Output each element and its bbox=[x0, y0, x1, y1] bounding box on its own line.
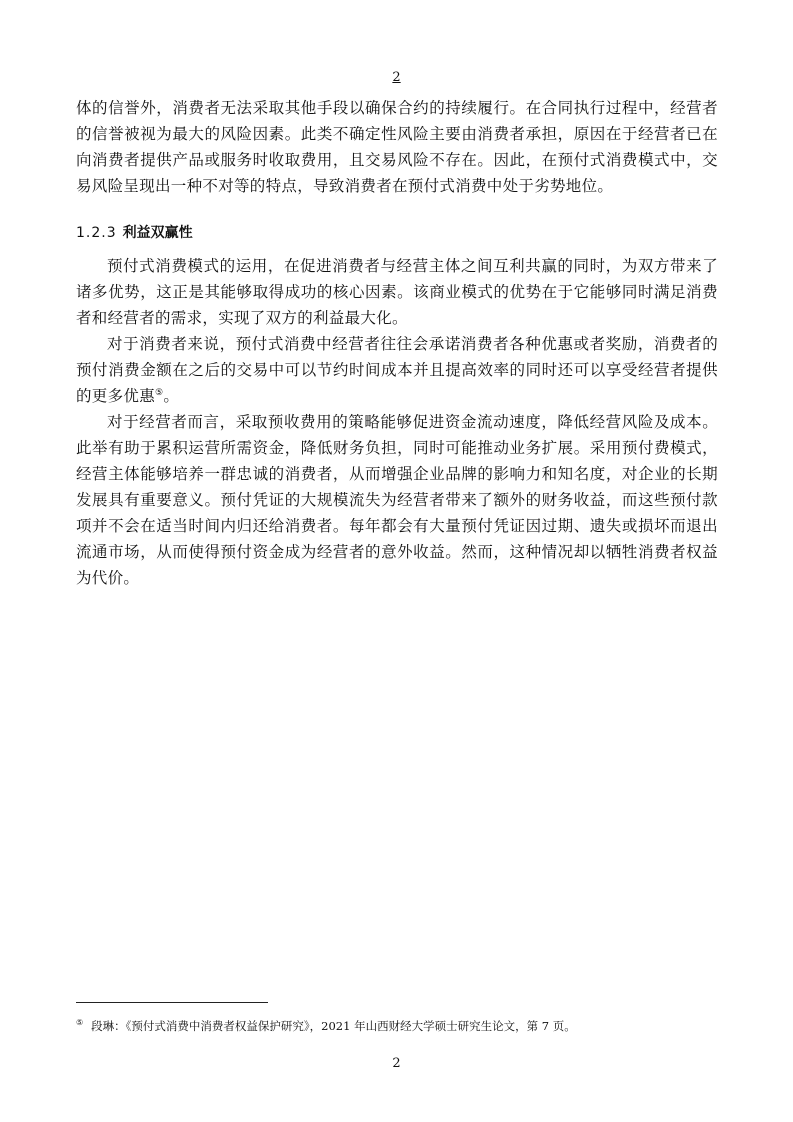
footnote-text: 段琳：《预付式消费中消费者权益保护研究》，2021 年山西财经大学硕士研究生论文，第 7 页。 bbox=[91, 1018, 576, 1033]
footer-page-number: 2 bbox=[392, 1056, 401, 1071]
paragraph-end: 。 bbox=[163, 387, 180, 405]
footnote-divider bbox=[76, 1002, 268, 1003]
footnote-reference[interactable]: ⑤ bbox=[155, 387, 164, 398]
body-paragraph: 预付式消费模式的运用，在促进消费者与经营主体之间互利共赢的同时，为双方带来了诸多优势，这正是其能够取得成功的核心因素。该商业模式的优势在于它能够同时满足消费者和经营者的需求，实现了双方的利益最大化。 bbox=[76, 257, 718, 327]
body-paragraph: 体的信誉外，消费者无法采取其他手段以确保合约的持续履行。在合同执行过程中，经营者的信誉被视为最大的风险因素。此类不确定性风险主要由消费者承担，原因在于经营者已在向消费者提供产品或服务时收取费用，且交易风险不存在。因此，在预付式消费模式中，交易风险呈现出一种不对等的特点，导致消费者在预付式消费中处于劣势地位。 bbox=[76, 99, 718, 195]
section-number: 1.2.3 bbox=[76, 225, 117, 241]
section-heading bbox=[76, 223, 718, 243]
document-body bbox=[76, 95, 718, 591]
header-page-number: 2 bbox=[392, 70, 401, 85]
section-title: 利益双赢性 bbox=[122, 225, 193, 241]
footnote bbox=[76, 1014, 718, 1035]
body-paragraph-with-footnote bbox=[76, 331, 718, 409]
body-paragraph: 对于经营者而言，采取预收费用的策略能够促进资金流动速度，降低经营风险及成本。此举有助于累积运营所需资金，降低财务负担，同时可能推动业务扩展。采用预付费模式，经营主体能够培养一群忠诚的消费者，从而增强企业品牌的影响力和知名度，对企业的长期发展具有重要意义。预付凭证的大规模流失为经营者带来了额外的财务收益，而这些预付款项并不会在适当时间内归还给消费者。每年都会有大量预付凭证因过期、遗失或损坏而退出流通市场，从而使得预付资金成为经营者的意外收益。然而，这种情况却以牺牲消费者权益为代价。 bbox=[76, 413, 718, 587]
paragraph-text: 对于消费者来说，预付式消费中经营者往往会承诺消费者各种优惠或者奖励，消费者的预付消费金额在之后的交易中可以节约时间成本并且提高效率的同时还可以享受经营者提供的更多优惠 bbox=[76, 335, 718, 405]
footnote-marker: ⑤ bbox=[76, 1018, 84, 1027]
